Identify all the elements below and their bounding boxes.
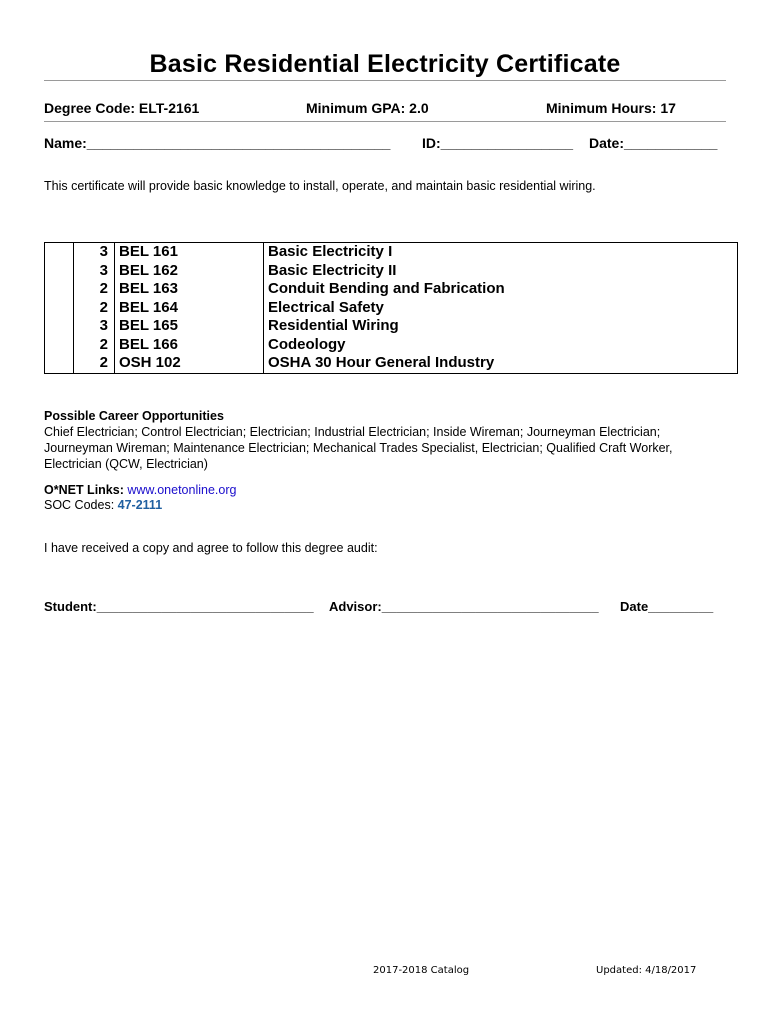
advisor-signature[interactable]: Advisor:______________________________ (329, 599, 599, 614)
course-row (45, 243, 738, 262)
page-title: Basic Residential Electricity Certificate (149, 50, 621, 78)
course-title: Codeology (264, 336, 738, 355)
course-hours: 3 (74, 243, 115, 262)
course-code: BEL 163 (115, 280, 264, 299)
soc-code: 47-2111 (117, 498, 163, 512)
course-row (45, 262, 738, 281)
course-hours: 2 (74, 336, 115, 355)
onet-link[interactable]: www.onetonline.org (127, 483, 237, 497)
course-title: Basic Electricity II (264, 262, 738, 281)
course-blank-cell (45, 262, 74, 281)
course-code: BEL 166 (115, 336, 264, 355)
course-row (45, 336, 738, 355)
minimum-gpa: Minimum GPA: 2.0 (306, 100, 429, 116)
meta-rule (44, 121, 726, 122)
onet-line (44, 483, 236, 497)
course-hours: 3 (74, 317, 115, 336)
date-field[interactable]: Date:____________ (589, 135, 718, 151)
course-title: Residential Wiring (264, 317, 738, 336)
course-code: OSH 102 (115, 354, 264, 373)
course-title: OSHA 30 Hour General Industry (264, 354, 738, 373)
course-hours: 3 (74, 262, 115, 281)
onet-label: O*NET Links: (44, 483, 124, 497)
id-field[interactable]: ID:_________________ (422, 135, 574, 151)
course-title: Conduit Bending and Fabrication (264, 280, 738, 299)
date-signature[interactable]: Date_________ (620, 599, 714, 614)
course-hours: 2 (74, 354, 115, 373)
course-title: Electrical Safety (264, 299, 738, 318)
student-signature[interactable]: Student:______________________________ (44, 599, 314, 614)
agreement-text: I have received a copy and agree to follow this degree audit: (44, 541, 378, 555)
course-code: BEL 164 (115, 299, 264, 318)
certificate-description: This certificate will provide basic knowledge to install, operate, and maintain basic residential wiring. (44, 179, 596, 193)
course-hours: 2 (74, 280, 115, 299)
course-title: Basic Electricity I (264, 243, 738, 262)
name-field[interactable]: Name:_______________________________________ (44, 135, 391, 151)
career-heading: Possible Career Opportunities (44, 409, 224, 423)
course-code: BEL 162 (115, 262, 264, 281)
course-code: BEL 161 (115, 243, 264, 262)
course-row (45, 354, 738, 373)
minimum-hours: Minimum Hours: 17 (546, 100, 676, 116)
course-blank-cell (45, 243, 74, 262)
soc-line (44, 498, 162, 512)
course-blank-cell (45, 280, 74, 299)
title-rule (44, 80, 726, 81)
career-text: Chief Electrician; Control Electrician; Electrician; Industrial Electrician; Inside Wireman; Journeyman Electrician; Journeyman Wireman; Maintenance Electrician; Mechanical Trades Specialist, Electrician; Qualified Craft Worker, Electrician (QCW, Electrician) (44, 425, 673, 471)
footer-updated: Updated: 4/18/2017 (596, 965, 697, 976)
course-row (45, 317, 738, 336)
course-row (45, 299, 738, 318)
course-table (44, 242, 738, 374)
course-blank-cell (45, 317, 74, 336)
course-blank-cell (45, 336, 74, 355)
career-section (44, 408, 684, 472)
degree-code: Degree Code: ELT-2161 (44, 100, 200, 116)
course-blank-cell (45, 299, 74, 318)
course-row (45, 280, 738, 299)
soc-label: SOC Codes: (44, 498, 115, 512)
course-code: BEL 165 (115, 317, 264, 336)
course-hours: 2 (74, 299, 115, 318)
course-blank-cell (45, 354, 74, 373)
footer-catalog: 2017-2018 Catalog (373, 965, 470, 976)
